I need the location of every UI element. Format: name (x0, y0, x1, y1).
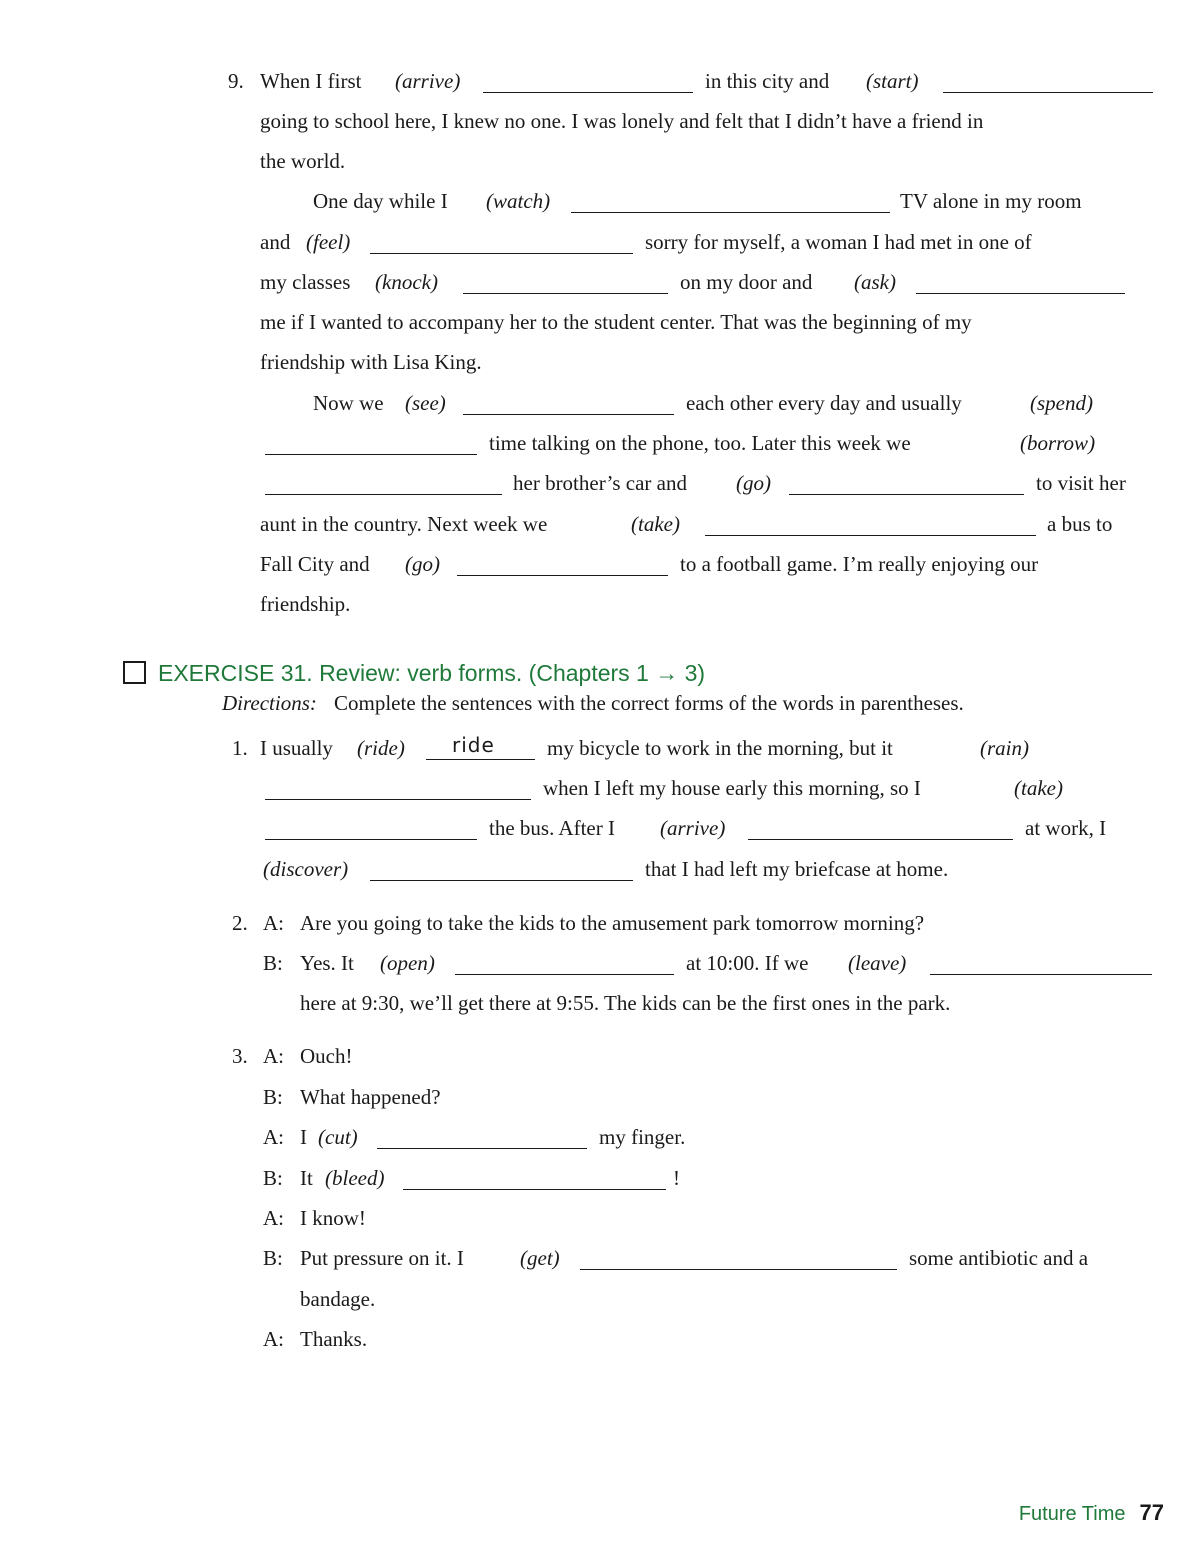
sentence-text: in this city and (705, 69, 830, 93)
sentence-text: aunt in the country. Next week we (260, 512, 548, 536)
item-number: 1. (232, 736, 248, 760)
verb-prompt: (get) (520, 1246, 560, 1270)
answer-blank[interactable] (370, 253, 633, 254)
sentence-text: at work, I (1025, 816, 1107, 840)
sentence-text: a bus to (1047, 512, 1113, 536)
dialogue-text: my finger. (599, 1125, 686, 1149)
verb-prompt: (cut) (318, 1125, 358, 1149)
answer-blank[interactable] (455, 974, 674, 975)
sentence-text: each other every day and usually (686, 391, 962, 415)
item-number: 3. (232, 1044, 248, 1068)
page-footer (1019, 1500, 1164, 1526)
verb-prompt: (go) (736, 471, 771, 495)
sentence-text: Fall City and (260, 552, 370, 576)
sentence-text: time talking on the phone, too. Later this week we (489, 431, 911, 455)
dialogue-text: What happened? (300, 1085, 441, 1109)
dialogue-text: I know! (300, 1206, 366, 1230)
dialogue-text: at 10:00. If we (686, 951, 809, 975)
verb-prompt: (take) (1014, 776, 1063, 800)
answer-blank[interactable] (789, 494, 1024, 495)
sentence-text: that I had left my briefcase at home. (645, 857, 949, 881)
sentence-text: I usually (260, 736, 333, 760)
page-number: 77 (1139, 1500, 1164, 1525)
answer-blank[interactable] (265, 454, 477, 455)
dialogue-text: Are you going to take the kids to the amusement park tomorrow morning? (300, 911, 925, 935)
answer-blank[interactable] (705, 535, 1036, 536)
dialogue-text: bandage. (300, 1287, 376, 1311)
sentence-text: When I first (260, 69, 362, 93)
sentence-text: her brother’s car and (513, 471, 687, 495)
speaker-label: B: (263, 1166, 283, 1190)
answer-blank[interactable] (457, 575, 668, 576)
answer-blank[interactable] (916, 293, 1125, 294)
dialogue-text: Yes. It (300, 951, 354, 975)
dialogue-text: It (300, 1166, 313, 1190)
verb-prompt: (rain) (980, 736, 1029, 760)
verb-prompt: (borrow) (1020, 431, 1096, 455)
speaker-label: B: (263, 951, 283, 975)
answer-blank[interactable] (377, 1148, 587, 1149)
answer-blank[interactable] (463, 414, 674, 415)
dialogue-text: ! (673, 1166, 680, 1190)
dialogue-text: Thanks. (300, 1327, 368, 1351)
dialogue-text: Ouch! (300, 1044, 353, 1068)
answer-blank[interactable] (403, 1189, 666, 1190)
handwritten-answer: ride (452, 733, 495, 757)
answer-blank[interactable] (943, 92, 1153, 93)
dialogue-text: some antibiotic and a (909, 1246, 1089, 1270)
sentence-text: the bus. After I (489, 816, 615, 840)
directions-label: Directions: (222, 691, 317, 715)
sentence-text: when I left my house early this morning, so I (543, 776, 921, 800)
verb-prompt: (spend) (1030, 391, 1093, 415)
answer-blank[interactable] (483, 92, 693, 93)
sentence-text: going to school here, I knew no one. I was lonely and felt that I didn’t have a friend in (260, 109, 984, 133)
item-number: 9. (228, 69, 244, 93)
answer-blank[interactable] (930, 974, 1152, 975)
exercise-heading (123, 660, 705, 692)
verb-prompt: (ask) (854, 270, 896, 294)
speaker-label: A: (263, 1044, 284, 1068)
dialogue-text: Put pressure on it. I (300, 1246, 464, 1270)
verb-prompt: (bleed) (325, 1166, 385, 1190)
sentence-text: my classes (260, 270, 351, 294)
answer-blank[interactable] (426, 759, 535, 760)
verb-prompt: (feel) (306, 230, 351, 254)
speaker-label: B: (263, 1246, 283, 1270)
sentence-text: sorry for myself, a woman I had met in one of (645, 230, 1032, 254)
sentence-text: me if I wanted to accompany her to the student center. That was the beginning of my (260, 310, 972, 334)
sentence-text: on my door and (680, 270, 813, 294)
speaker-label: A: (263, 1327, 284, 1351)
speaker-label: B: (263, 1085, 283, 1109)
sentence-text: One day while I (313, 189, 448, 213)
sentence-text: my bicycle to work in the morning, but it (547, 736, 893, 760)
speaker-label: A: (263, 911, 284, 935)
answer-blank[interactable] (571, 212, 890, 213)
answer-blank[interactable] (370, 880, 633, 881)
speaker-label: A: (263, 1125, 284, 1149)
dialogue-text: here at 9:30, we’ll get there at 9:55. The kids can be the first ones in the park. (300, 991, 951, 1015)
verb-prompt: (take) (631, 512, 680, 536)
sentence-text: friendship. (260, 592, 351, 616)
sentence-text: to a football game. I’m really enjoying our (680, 552, 1039, 576)
exercise-title: EXERCISE 31. Review: verb forms. (Chapters 1 → 3) (158, 660, 706, 686)
answer-blank[interactable] (265, 839, 477, 840)
verb-prompt: (ride) (357, 736, 405, 760)
verb-prompt: (watch) (486, 189, 551, 213)
sentence-text: to visit her (1036, 471, 1126, 495)
directions-text: Complete the sentences with the correct forms of the words in parentheses. (334, 691, 964, 715)
verb-prompt: (leave) (848, 951, 907, 975)
sentence-text: the world. (260, 149, 346, 173)
verb-prompt: (knock) (375, 270, 438, 294)
sentence-text: TV alone in my room (900, 189, 1082, 213)
verb-prompt: (see) (405, 391, 446, 415)
answer-blank[interactable] (580, 1269, 897, 1270)
item-number: 2. (232, 911, 248, 935)
speaker-label: A: (263, 1206, 284, 1230)
verb-prompt: (arrive) (660, 816, 726, 840)
dialogue-text: I (300, 1125, 307, 1149)
sentence-text: Now we (313, 391, 384, 415)
answer-blank[interactable] (463, 293, 668, 294)
answer-blank[interactable] (748, 839, 1013, 840)
verb-prompt: (arrive) (395, 69, 461, 93)
verb-prompt: (start) (866, 69, 919, 93)
verb-prompt: (open) (380, 951, 435, 975)
sentence-text: friendship with Lisa King. (260, 350, 482, 374)
verb-prompt: (go) (405, 552, 440, 576)
section-title: Future Time (1018, 1503, 1126, 1525)
answer-blank[interactable] (265, 494, 502, 495)
verb-prompt: (discover) (263, 857, 349, 881)
sentence-text: and (260, 230, 291, 254)
checkbox-icon[interactable] (123, 661, 146, 684)
answer-blank[interactable] (265, 799, 531, 800)
